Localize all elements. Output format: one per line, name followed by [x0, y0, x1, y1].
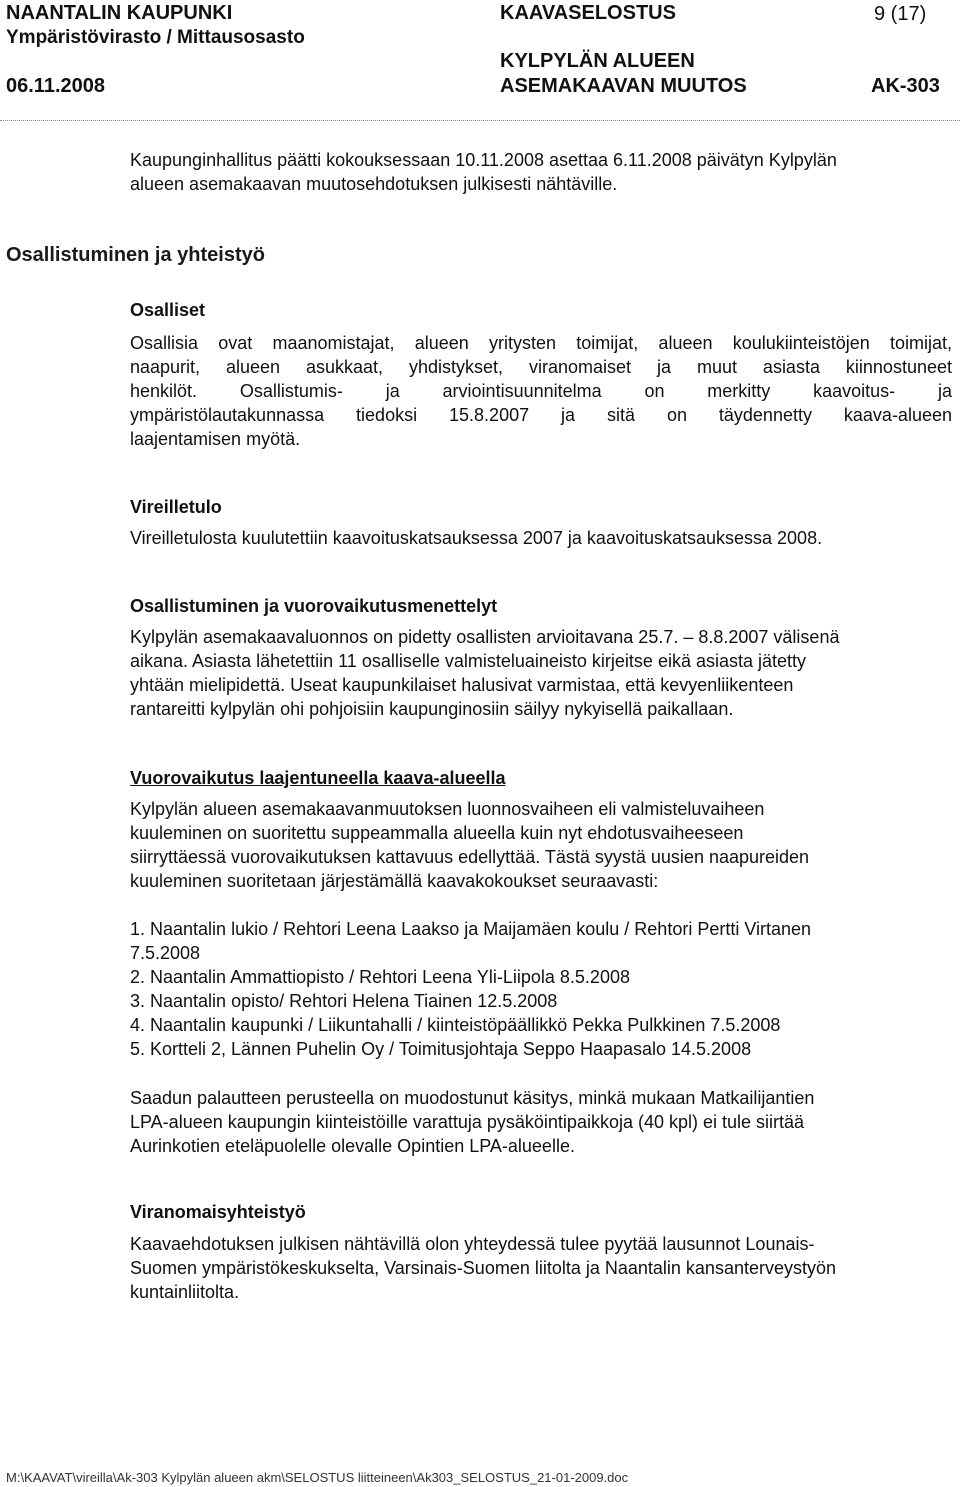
list-item: 2. Naantalin Ammattiopisto / Rehtori Leena Yli-Liipola 8.5.2008 [130, 967, 630, 987]
list-item: 4. Naantalin kaupunki / Liikuntahalli / kiinteistöpäällikkö Pekka Pulkkinen 7.5.2008 [130, 1015, 781, 1035]
paragraph-line: Kylpylän alueen asemakaavanmuutoksen luonnosvaiheen eli valmisteluvaiheen [130, 799, 765, 819]
list-item: 5. Kortteli 2, Lännen Puhelin Oy / Toimitusjohtaja Seppo Haapasalo 14.5.2008 [130, 1039, 752, 1059]
intro-paragraph [130, 148, 954, 196]
osalliset-heading: Osalliset [130, 300, 206, 320]
paragraph-line: aikana. Asiasta lähetettiin 11 osalliselle valmisteluaineisto kirjeitse eikä asiasta jätetty [130, 651, 807, 671]
header-doc-type: KAAVASELOSTUS [500, 2, 676, 24]
paragraph-line: rantareitti kylpylän ohi pohjoisiin kaupunginosiin säilyy nykyisellä paikallaan. [130, 699, 734, 719]
viranomais-paragraph [130, 1232, 954, 1304]
paragraph-line: yhtään mielipidettä. Useat kaupunkilaiset halusivat varmistaa, että kevyenliikenteen [130, 675, 794, 695]
vireilletulo-paragraph [130, 526, 954, 550]
paragraph-line: naapurit, alueen asukkaat, yhdistykset, viranomaiset ja muut asiasta kiinnostuneet [130, 357, 952, 377]
header-area: KYLPYLÄN ALUEEN [500, 50, 695, 72]
intro-line: alueen asemakaavan muutosehdotuksen julkisesti nähtäville. [130, 174, 618, 194]
paragraph-line: siirryttäessä vuorovaikutuksen kattavuus edellyttää. Tästä syystä uusien naapureiden [130, 847, 810, 867]
vireilletulo-heading: Vireilletulo [130, 497, 222, 517]
paragraph-line: ympäristölautakunnassa tiedoksi 15.8.2007 ja sitä on täydennetty kaava-alueen [130, 405, 952, 425]
paragraph-line: Kaavaehdotuksen julkisen nähtävillä olon yhteydessä tulee pyytää lausunnot Lounais- [130, 1234, 815, 1254]
section-title: Osallistuminen ja yhteistyö [6, 244, 265, 266]
laajennettu-paragraph [130, 797, 954, 893]
paragraph-line: LPA-alueen kaupungin kiinteistöille varattuja pysäköintipaikkoja (40 kpl) ei tule siirtää [130, 1112, 805, 1132]
laajennettu-heading: Vuorovaikutus laajentuneella kaava-alueella [130, 768, 506, 788]
paragraph-line: Kylpylän asemakaavaluonnos on pidetty osallisten arvioitavana 25.7. – 8.8.2007 välisenä [130, 627, 840, 647]
paragraph-line: laajentamisen myötä. [130, 429, 301, 449]
paragraph-line: kuuleminen on suoritettu suppeammalla alueella kuin nyt ehdotusvaiheeseen [130, 823, 744, 843]
osalliset-paragraph [130, 331, 952, 451]
list-item: 7.5.2008 [130, 943, 201, 963]
header-separator [0, 120, 960, 121]
list-item: 3. Naantalin opisto/ Rehtori Helena Tiainen 12.5.2008 [130, 991, 558, 1011]
vuorovaikutus-paragraph [130, 625, 954, 721]
paragraph-line: kuuleminen suoritetaan järjestämällä kaavakokoukset seuraavasti: [130, 871, 659, 891]
paragraph-line: Saadun palautteen perusteella on muodostunut käsitys, minkä mukaan Matkailijantien [130, 1088, 815, 1108]
header-code: AK-303 [871, 75, 940, 97]
header-department: Ympäristövirasto / Mittausosasto [6, 27, 305, 48]
meetings-list [130, 917, 954, 1061]
paragraph-line: Aurinkotien eteläpuolelle olevalle Opintien LPA-alueelle. [130, 1136, 575, 1156]
list-item: 1. Naantalin lukio / Rehtori Leena Laakso ja Maijamäen koulu / Rehtori Pertti Virtanen [130, 919, 812, 939]
paragraph-line: Osallisia ovat maanomistajat, alueen yritysten toimijat, alueen koulukiinteistöjen toimijat, [130, 333, 952, 353]
paragraph-line: kuntainliitolta. [130, 1282, 240, 1302]
paragraph-line: Suomen ympäristökeskukselta, Varsinais-Suomen liitolta ja Naantalin kansanterveystyön [130, 1258, 837, 1278]
header-org: NAANTALIN KAUPUNKI [6, 2, 233, 24]
feedback-paragraph [130, 1086, 954, 1158]
paragraph-line: henkilöt. Osallistumis- ja arviointisuunnitelma on merkitty kaavoitus- ja [130, 381, 952, 401]
intro-line: Kaupunginhallitus päätti kokouksessaan 10.11.2008 asettaa 6.11.2008 päivätyn Kylpylän [130, 150, 837, 170]
paragraph-line: Vireilletulosta kuulutettiin kaavoituskatsauksessa 2007 ja kaavoituskatsauksessa 2008. [130, 528, 823, 548]
viranomais-heading: Viranomaisyhteistyö [130, 1202, 306, 1222]
footer-file-path: M:\KAAVAT\vireilla\Ak-303 Kylpylän alueen akm\SELOSTUS liitteineen\Ak303_SELOSTUS_21-01-2009.doc [6, 1470, 629, 1485]
header-plan: ASEMAKAAVAN MUUTOS [500, 75, 747, 97]
header-page-number: 9 (17) [874, 3, 927, 25]
vuorovaikutus-heading: Osallistuminen ja vuorovaikutusmenettelyt [130, 596, 498, 616]
header-date: 06.11.2008 [6, 75, 105, 97]
